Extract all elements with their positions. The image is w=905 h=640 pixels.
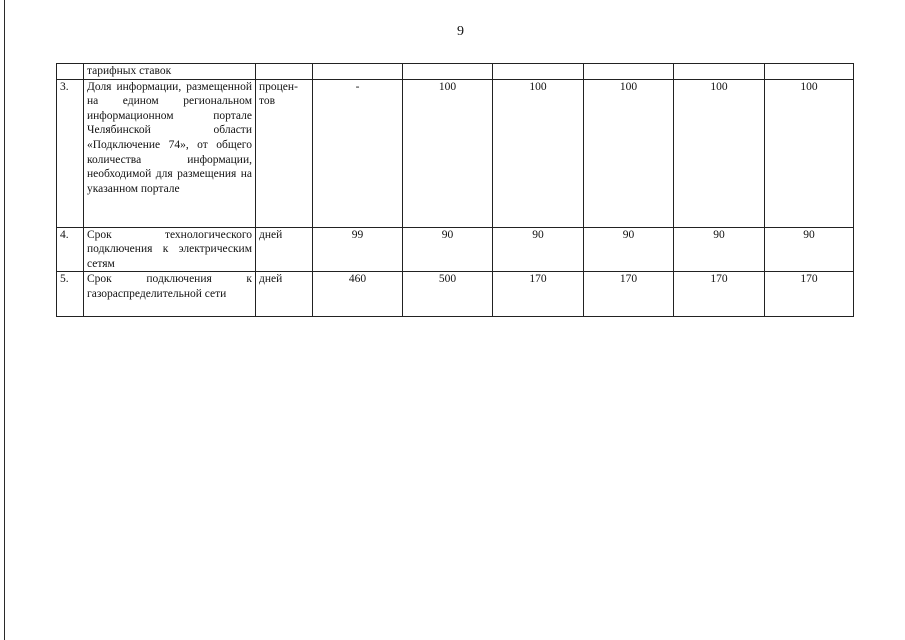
value-cell [674,64,765,80]
indicator-name: Срок подключения к газораспределительной сети [84,272,256,317]
value-cell: 90 [584,227,674,272]
unit-cell [256,64,313,80]
value-cell: 100 [403,79,493,227]
value-cell [765,64,854,80]
row-number: 5. [57,272,84,317]
value-cell [493,64,584,80]
table-row [57,79,854,227]
page-edge-line [4,0,5,640]
unit-cell: дней [256,227,313,272]
table-row [57,64,854,80]
value-cell: 90 [674,227,765,272]
row-number: 3. [57,79,84,227]
value-cell: 170 [493,272,584,317]
table-row [57,272,854,317]
value-cell [584,64,674,80]
value-cell: 90 [765,227,854,272]
indicator-name: тарифных ставок [84,64,256,80]
value-cell: 90 [493,227,584,272]
value-cell: 90 [403,227,493,272]
value-cell: 500 [403,272,493,317]
unit-cell: дней [256,272,313,317]
row-number: 4. [57,227,84,272]
value-cell: 170 [584,272,674,317]
indicator-name: Срок технологического подключения к электрическим сетям [84,227,256,272]
indicators-table [56,63,854,317]
indicator-name: Доля информации, размещенной на едином региональном информационном портале Челябинской области «Подключение 74», от общего количества информации, необходимой для размещения на указанном портале [84,79,256,227]
table-row [57,227,854,272]
value-cell: 170 [674,272,765,317]
value-cell: - [313,79,403,227]
unit-cell: процентов [256,79,313,227]
value-cell: 170 [765,272,854,317]
value-cell: 100 [584,79,674,227]
page-number: 9 [457,24,464,39]
row-number [57,64,84,80]
value-cell: 100 [674,79,765,227]
value-cell: 100 [493,79,584,227]
value-cell: 100 [765,79,854,227]
value-cell: 99 [313,227,403,272]
value-cell [313,64,403,80]
value-cell [403,64,493,80]
value-cell: 460 [313,272,403,317]
